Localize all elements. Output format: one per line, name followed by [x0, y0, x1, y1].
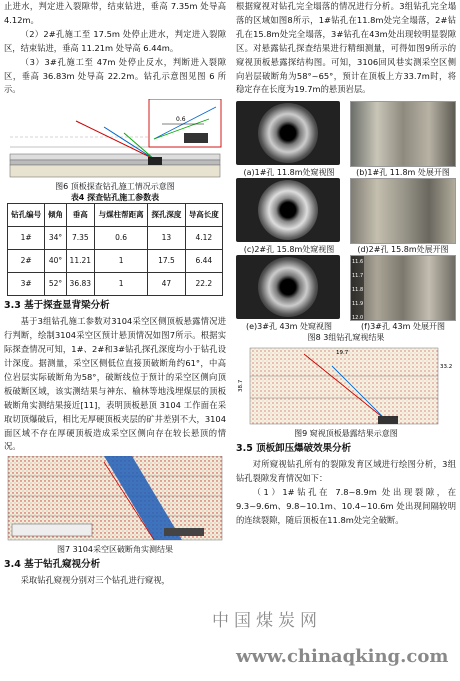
- borehole-image-3-unrolled: [350, 255, 456, 321]
- image-caption-a: (a)1#孔 11.8m处窥视图: [243, 168, 335, 178]
- table-cell: 17.5: [148, 250, 185, 273]
- depth-tick-label: 11.7: [352, 273, 364, 280]
- right-paragraph-3: （1）1#钻孔在 7.8~8.9m 处出现裂隙，在 9.3~9.6m、9.8~10.1m、10.4~10.6m 处出现间隔较明的连续裂隙，随后顶板在11.8m处完全破断。: [236, 487, 456, 525]
- figure-9-diagram: [236, 346, 456, 428]
- borehole-image-2-unrolled: [350, 178, 456, 244]
- table-cell: 11.21: [66, 250, 94, 273]
- borehole-image-2-camera: [236, 178, 340, 242]
- figure-9-label-left: 38.7: [238, 380, 244, 393]
- table-4: [7, 203, 223, 296]
- section-3-5-heading: 3.5 顶板卸压爆破效果分析: [236, 443, 352, 455]
- table-cell: 40°: [45, 250, 66, 273]
- figure-9-label-top: 19.7: [336, 350, 349, 357]
- right-paragraph-1: 根据窥视对钻孔完全塌落的情况进行分析。3组钻孔完全塌落的区域如图8所示，1#钻孔在11.8m处完全塌落，2#钻孔在15.8m处完全塌落，3#钻孔在43m处出现较明显裂隙区。对悬露钻孔探查结果进行精细测量，可得如图9所示的窥视顶板悬露探结构图。可知，3106回风巷实测采空区侧向岩层破断角为58°~65°，预计在顶板上方33.7m时，将稳定存在长度为19.7m的悬顶岩层。: [236, 1, 456, 95]
- depth-tick-label: 11.6: [352, 259, 364, 266]
- table-header: 探孔深度: [148, 204, 185, 227]
- figure-7-diagram: [4, 456, 226, 544]
- image-caption-d: (d)2#孔 15.8m处展开图: [357, 245, 449, 255]
- right-column: [236, 0, 456, 528]
- table-cell: 1: [94, 273, 147, 296]
- depth-tick-label: 12.0: [352, 314, 364, 321]
- figure-6-caption: 图6 顶板探查钻孔施工情况示意图: [55, 182, 175, 192]
- image-caption-f: (f)3#孔 43m 处展开图: [361, 322, 445, 332]
- image-caption-e: (e)3#孔 43m 处窥视图: [245, 322, 332, 332]
- table-header-row: [8, 204, 223, 227]
- watermark-cn: 中国煤炭网: [212, 611, 322, 631]
- borehole-image-3-camera: [236, 255, 340, 319]
- depth-tick-label: 11.9: [352, 301, 364, 308]
- borehole-image-1-camera: [236, 101, 340, 165]
- figure-6: [4, 99, 226, 181]
- table-cell: 7.35: [66, 227, 94, 250]
- table-cell: 3#: [8, 273, 45, 296]
- table-cell: 6.44: [185, 250, 222, 273]
- table-cell: 0.6: [94, 227, 147, 250]
- table-header: 导高长度: [185, 204, 222, 227]
- figure-9: [236, 346, 456, 428]
- table-row: [8, 250, 223, 273]
- table-cell: 36.83: [66, 273, 94, 296]
- figure-9-caption: 图9 窥视顶板悬露结果示意图: [294, 429, 398, 439]
- table-header: 垂高: [66, 204, 94, 227]
- section-3-4-heading: 3.4 基于钻孔窥视分析: [4, 559, 101, 571]
- table-header: 倾角: [45, 204, 66, 227]
- table-row: [8, 227, 223, 250]
- borehole-image-1-unrolled: [350, 101, 456, 167]
- table-cell: 52°: [45, 273, 66, 296]
- table-cell: 4.12: [185, 227, 222, 250]
- table-4-title: 表4 探查钻孔施工参数表: [70, 193, 160, 203]
- figure-7-caption: 图7 3104采空区破断角实测结果: [57, 545, 173, 555]
- table-cell: 47: [148, 273, 185, 296]
- table-cell: 2#: [8, 250, 45, 273]
- image-caption-b: (b)1#孔 11.8m 处展开图: [356, 168, 450, 178]
- left-paragraph-3: （3）3#孔施工至 47m 处停止反水，判断进入裂隙区，垂高 36.83m 处导高 22.2m。钻孔示意图见图 6 所示。: [4, 56, 226, 95]
- table-cell: 34°: [45, 227, 66, 250]
- left-column: [4, 0, 226, 588]
- table-cell: 1: [94, 250, 147, 273]
- image-caption-c: (c)2#孔 15.8m处窥视图: [243, 245, 335, 255]
- figure-8: [236, 101, 456, 332]
- watermark-url: www.chinaqking.com: [236, 646, 449, 667]
- table-row: [8, 273, 223, 296]
- section-3-3-heading: 3.3 基于探查显背梁分析: [4, 300, 110, 312]
- table-cell: 1#: [8, 227, 45, 250]
- right-paragraph-2: 对所窥视钻孔所有的裂隙发育区域进行绘图分析，3组钻孔裂隙发育情况如下：: [236, 459, 456, 484]
- table-header: 钻孔编号: [8, 204, 45, 227]
- left-paragraph-4: 基于3组钻孔施工参数对3104采空区侧顶板悬露情况进行判断，绘制3104采空区预计悬顶情况如图7所示。根据实际探查情况可知，1#、2#和3#钻孔探孔深度均小于钻孔设计深度。据测量，采空区侧低位直接顶破断角约61°，中高位岩层实际破断角为58°，破断线位于预计的采空区侧向顶板破断区域，该实测结果与神东、榆林等地浅埋煤层的顶板破断角实测结果接近[11]，表明顶板悬顶 3104 工作面在采取切顶爆破后，相比无厚硬顶板夹层的矿井差别不大，3104 面区域不存在厚硬顶板造成采空区侧向存在较长悬顶的情况。: [4, 316, 226, 452]
- table-cell: 13: [148, 227, 185, 250]
- left-paragraph-2: （2）2#孔施工至 17.5m 处停止进水，判定进入裂隙区，结束钻进，垂高 11.21m 处导高 6.44m。: [4, 28, 226, 53]
- figure-9-label-right: 33.2: [440, 364, 453, 371]
- left-paragraph-1: 止进水，判定进入裂隙带，结束钻进，垂高 7.35m 处导高 4.12m。: [4, 1, 226, 25]
- figure-6-diagram: [4, 99, 226, 181]
- table-cell: 22.2: [185, 273, 222, 296]
- left-paragraph-5: 采取钻孔窥视分别对三个钻孔进行窥视，: [20, 575, 170, 586]
- figure-8-caption: 图8 3组钻孔窥视结果: [307, 333, 385, 343]
- figure-7: [4, 456, 226, 544]
- figure-6-label: 0.6: [176, 116, 186, 124]
- table-header: 与煤柱帮距离: [94, 204, 147, 227]
- depth-tick-label: 11.8: [352, 287, 364, 294]
